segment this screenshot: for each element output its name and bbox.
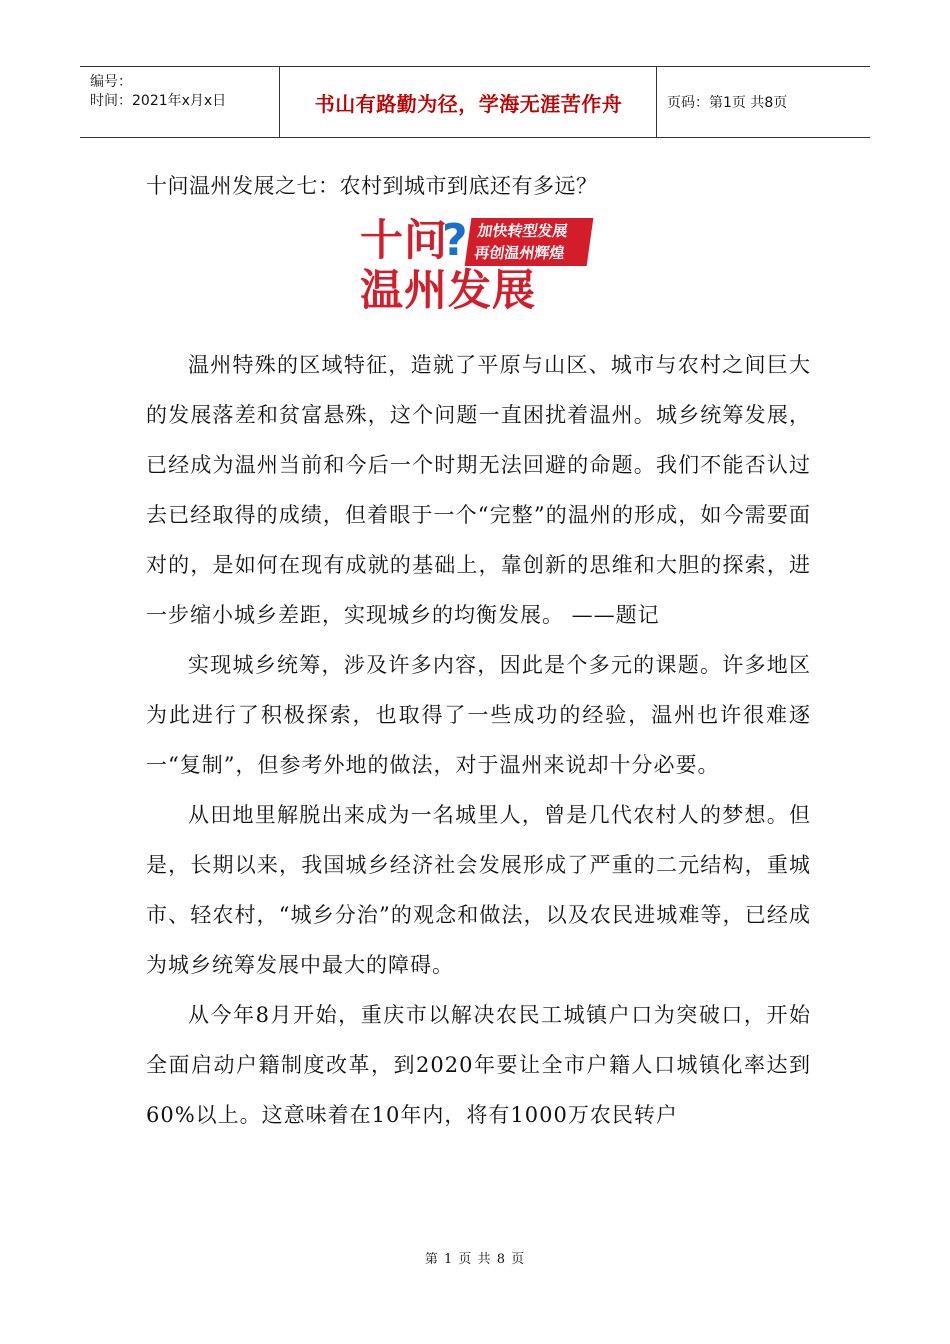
banner-text-top: 十问: [360, 216, 448, 266]
document-number-label: 编号：: [90, 74, 132, 90]
header-motto: 书山有路勤为径，学海无涯苦作舟: [281, 67, 657, 137]
article-paragraph: 温州特殊的区域特征，造就了平原与山区、城市与农村之间巨大的发展落差和贫富悬殊，这个问题一直困扰着温州。城乡统筹发展，已经成为温州当前和今后一个时期无法回避的命题。我们不能否认过去已经取得的成绩，但着眼于一个“完整”的温州的形成，如今需要面对的，是如何在现有成就的基础上，靠创新的思维和大胆的探索，进一步缩小城乡差距，实现城乡的均衡发展。 ——题记: [146, 353, 811, 627]
banner-text-bottom: 温州发展: [360, 266, 536, 316]
banner-slogan-line1: 加快转型发展: [476, 222, 569, 240]
article-banner-image: [360, 215, 590, 318]
banner-slogan: [465, 218, 594, 266]
article-body: [146, 340, 811, 1140]
article-title-block: [146, 166, 806, 206]
article-paragraph: 实现城乡统筹，涉及许多内容，因此是个多元的课题。许多地区为此进行了积极探索，也取得了一些成功的经验，温州也许很难逐一“复制”，但参考外地的做法，对于温州来说却十分必要。: [146, 653, 811, 777]
page-footer: 第 1 页 共 8 页: [424, 1252, 526, 1267]
header-meta-cell: [80, 67, 280, 137]
banner-slogan-line2: 再创温州辉煌: [473, 244, 566, 262]
page-header-table: [80, 66, 870, 138]
banner-question-mark: ?: [442, 215, 468, 266]
document-date-label: 时间：2021年x月x日: [90, 93, 227, 109]
header-page-info: 页码：第1页 共8页: [667, 95, 788, 111]
article-paragraph: 从田地里解脱出来成为一名城里人，曾是几代农村人的梦想。但是，长期以来，我国城乡经济社会发展形成了严重的二元结构，重城市、轻农村，“城乡分治”的观念和做法，以及农民进城难等，已经成为城乡统筹发展中最大的障碍。: [146, 803, 811, 977]
article-title: 十问温州发展之七：农村到城市到底还有多远？: [146, 174, 598, 198]
article-paragraph: 从今年8月开始，重庆市以解决农民工城镇户口为突破口，开始全面启动户籍制度改革，到2020年要让全市户籍人口城镇化率达到60%以上。这意味着在10年内，将有1000万农民转户: [146, 1003, 811, 1127]
